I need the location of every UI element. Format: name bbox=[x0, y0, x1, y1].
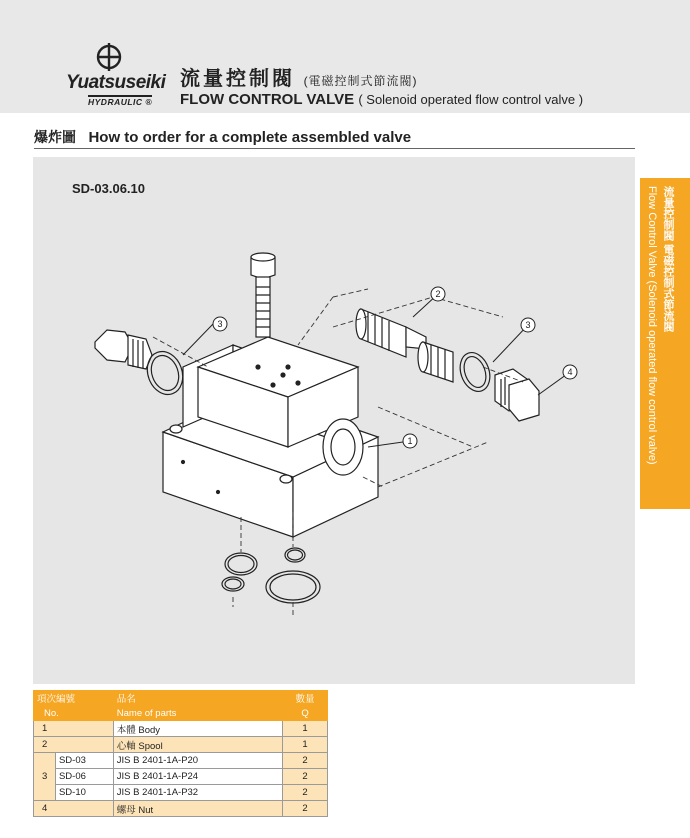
o-ring-right-part bbox=[455, 348, 495, 395]
side-tab-en: Flow Control Valve (Solenoid operated flow control valve) bbox=[646, 186, 658, 465]
spool-part bbox=[356, 309, 453, 382]
model-code: SD-03.06.10 bbox=[72, 181, 145, 196]
callout-3-left-label: 3 bbox=[217, 319, 223, 329]
brand-logo bbox=[66, 42, 176, 108]
table-row: SD-10 JIS B 2401-1A-P32 2 bbox=[34, 785, 328, 801]
title-en: FLOW CONTROL VALVE ( Solenoid operated flow control valve ) bbox=[180, 91, 584, 108]
section-heading-en: How to order for a complete assembled valve bbox=[88, 129, 412, 146]
o-ring-bottom-4-part bbox=[266, 571, 320, 603]
parts-table bbox=[33, 690, 328, 817]
title-cn: 流量控制閥 (電磁控制式節流閥) bbox=[180, 68, 418, 90]
table-row: 2 心軸 Spool 1 bbox=[34, 737, 328, 753]
section-heading-cn: 爆炸圖 bbox=[34, 129, 76, 145]
callout-3-right-label: 3 bbox=[525, 320, 531, 330]
side-tab bbox=[640, 178, 690, 509]
table-row: 4 螺母 Nut 2 bbox=[34, 801, 328, 817]
section-heading bbox=[34, 127, 635, 149]
plug-left-part bbox=[95, 330, 152, 369]
header-qty: 數量 bbox=[283, 691, 328, 706]
callout-1-label: 1 bbox=[407, 436, 413, 446]
table-row: 3 SD-03 JIS B 2401-1A-P20 2 bbox=[34, 753, 328, 769]
table-row: 1 本體 Body 1 bbox=[34, 721, 328, 737]
logo-mark-icon bbox=[94, 42, 124, 72]
header-no-en: No. bbox=[34, 706, 114, 721]
side-tab-cn: 流量控制閥 電磁控制式節流閥 bbox=[662, 186, 674, 333]
title-cn-sub: (電磁控制式節流閥) bbox=[303, 74, 418, 88]
nut-part bbox=[495, 369, 539, 421]
header-name-en: Name of parts bbox=[113, 706, 282, 721]
brand-name: Yuatsuseiki bbox=[66, 72, 166, 93]
exploded-view-drawing bbox=[33, 157, 635, 684]
table-row: SD-06 JIS B 2401-1A-P24 2 bbox=[34, 769, 328, 785]
title-en-sub: ( Solenoid operated flow control valve ) bbox=[358, 92, 584, 107]
brand-sub: HYDRAULIC ® bbox=[88, 97, 153, 107]
header-qty-en: Q bbox=[283, 706, 328, 721]
o-ring-bottom-1-part bbox=[225, 553, 257, 575]
cap-screw-part bbox=[251, 253, 275, 337]
exploded-view-svg bbox=[33, 157, 635, 684]
header-name: 品名 bbox=[113, 691, 282, 706]
header-no: 項次編號 bbox=[34, 691, 114, 706]
callout-4-label: 4 bbox=[567, 367, 573, 377]
callout-2-label: 2 bbox=[435, 289, 441, 299]
body-part bbox=[163, 337, 378, 537]
